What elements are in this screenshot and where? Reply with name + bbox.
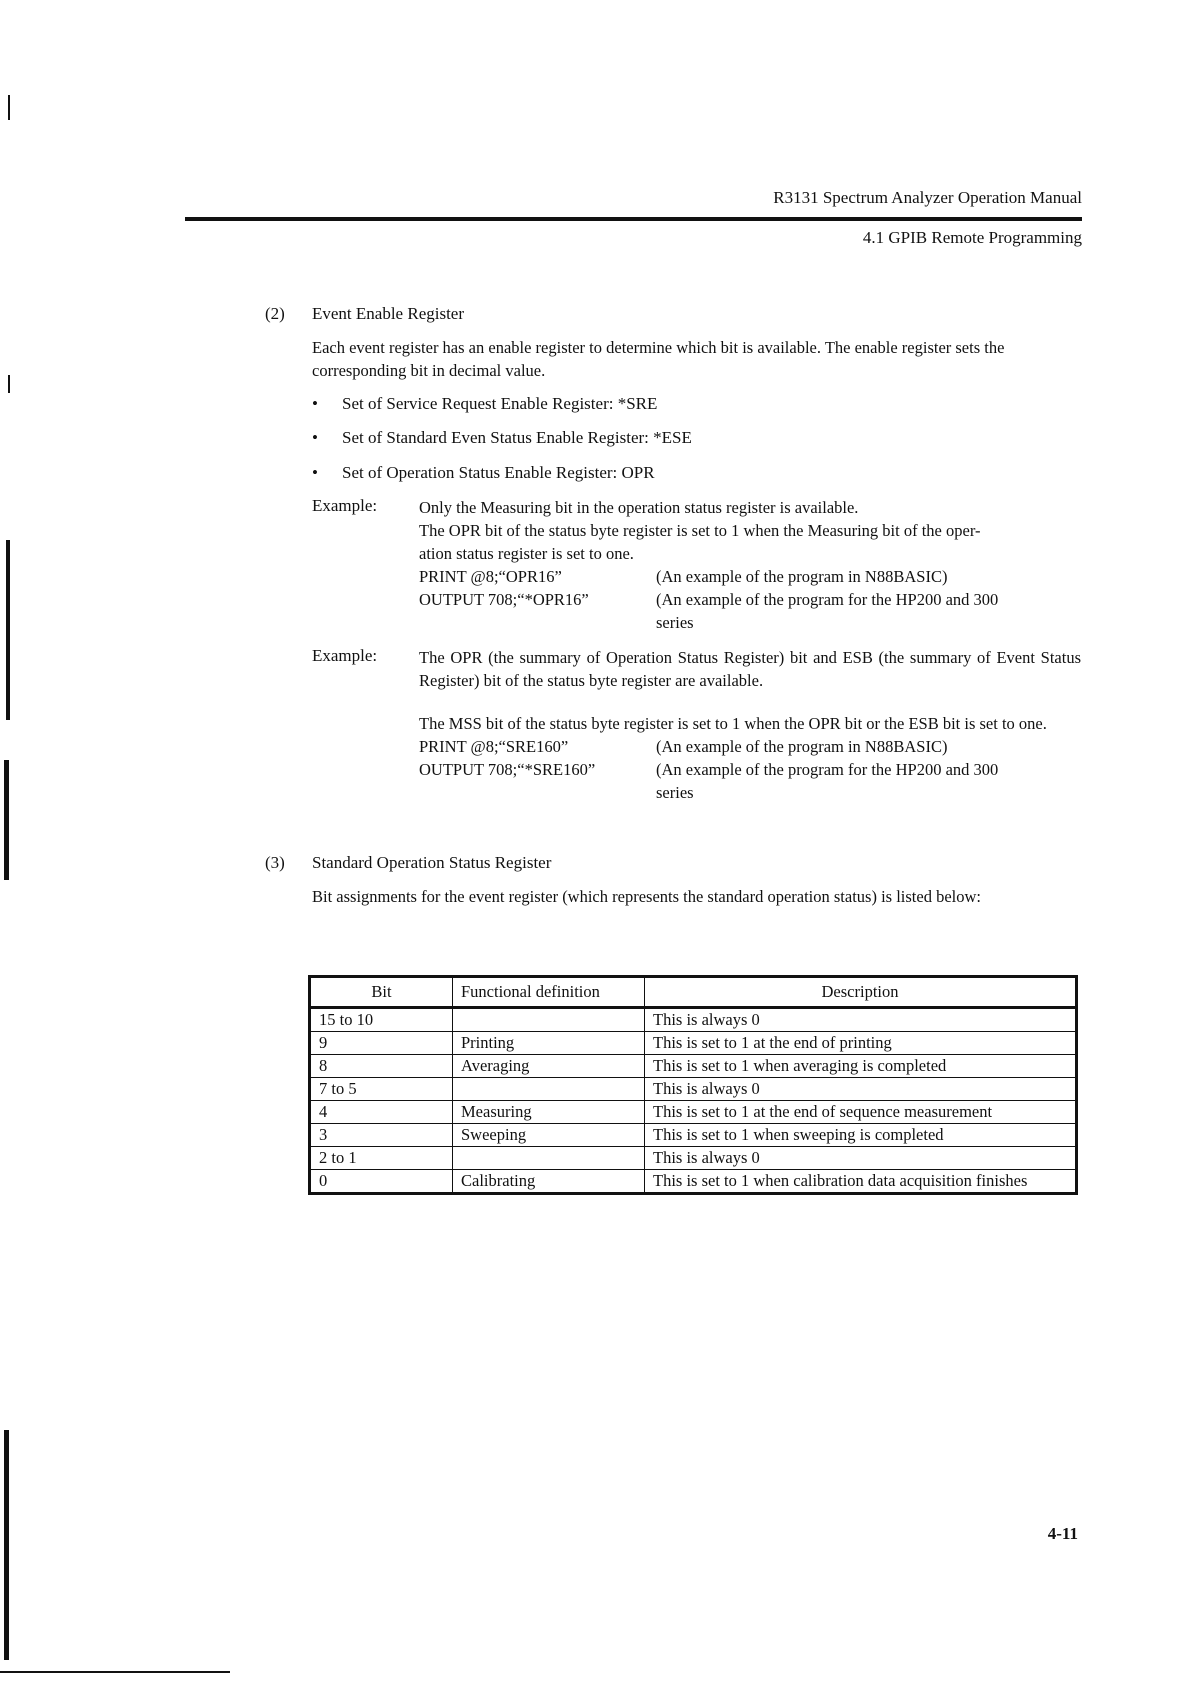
scan-artifact — [4, 760, 9, 880]
description-cell: This is set to 1 at the end of printing — [645, 1032, 1077, 1055]
bullet-item — [312, 463, 655, 483]
code-command: OUTPUT 708;“*SRE160” — [419, 760, 596, 779]
table-row — [310, 1078, 1077, 1101]
description-cell: This is set to 1 when averaging is completed — [645, 1055, 1077, 1078]
function-cell — [453, 1078, 645, 1101]
table-row — [310, 1124, 1077, 1147]
code-note: (An example of the program for the HP200 and 300 series — [656, 760, 999, 802]
scan-artifact — [0, 1671, 230, 1673]
code-note: (An example of the program for the HP200 and 300 series — [656, 590, 999, 632]
description-cell: This is set to 1 at the end of sequence measurement — [645, 1101, 1077, 1124]
page-number: 4-11 — [1047, 1524, 1078, 1543]
code-command: PRINT @8;“SRE160” — [419, 737, 569, 756]
description-cell: This is always 0 — [645, 1147, 1077, 1170]
code-example-row — [419, 758, 1081, 804]
function-cell: Averaging — [453, 1055, 645, 1078]
function-cell — [453, 1147, 645, 1170]
code-command: OUTPUT 708;“*OPR16” — [419, 590, 589, 609]
bit-cell: 15 to 10 — [310, 1008, 453, 1032]
description-cell: This is set to 1 when sweeping is completed — [645, 1124, 1077, 1147]
scan-artifact — [8, 95, 10, 120]
function-cell — [453, 1008, 645, 1032]
scan-artifact — [8, 375, 10, 393]
table-header: Description — [645, 977, 1077, 1008]
bullet-text: Set of Service Request Enable Register: *SRE — [342, 394, 658, 413]
example-1-line: Only the Measuring bit in the operation status register is available. — [419, 498, 859, 517]
table-row — [310, 1101, 1077, 1124]
code-example-row — [419, 588, 1081, 634]
bullet-glyph: • — [312, 428, 318, 447]
bullet-text: Set of Standard Even Status Enable Register: *ESE — [342, 428, 692, 447]
function-cell: Calibrating — [453, 1170, 645, 1194]
section-3-title: Standard Operation Status Register — [312, 853, 552, 872]
bit-cell: 4 — [310, 1101, 453, 1124]
bit-cell: 0 — [310, 1170, 453, 1194]
function-cell: Printing — [453, 1032, 645, 1055]
code-note: (An example of the program in N88BASIC) — [656, 737, 948, 756]
bit-cell: 8 — [310, 1055, 453, 1078]
example-2-paragraph: The MSS bit of the status byte register is set to 1 when the OPR bit or the ESB bit is set to one. — [419, 714, 1047, 733]
example-1-label: Example: — [312, 496, 378, 515]
bit-assignment-table — [308, 975, 1078, 1195]
bullet-glyph: • — [312, 463, 318, 482]
code-example-row — [419, 565, 1081, 588]
table-row — [310, 1147, 1077, 1170]
section-2-title: Event Enable Register — [312, 304, 465, 323]
bit-cell: 2 to 1 — [310, 1147, 453, 1170]
table-row — [310, 1170, 1077, 1194]
example-2-paragraph: The OPR (the summary of Operation Status Register) bit and ESB (the summary of Event Status Register) bit of the status byte register are available. — [419, 648, 1081, 690]
bit-cell: 9 — [310, 1032, 453, 1055]
table-row — [310, 1055, 1077, 1078]
description-cell: This is always 0 — [645, 1008, 1077, 1032]
description-cell: This is set to 1 when calibration data acquisition finishes — [645, 1170, 1077, 1194]
manual-title: R3131 Spectrum Analyzer Operation Manual — [773, 188, 1082, 207]
bullet-item — [312, 428, 692, 448]
section-3-intro: Bit assignments for the event register (which represents the standard operation status) is listed below: — [312, 887, 981, 906]
section-2-number: (2) — [265, 304, 285, 323]
table-row — [310, 1032, 1077, 1055]
description-cell: This is always 0 — [645, 1078, 1077, 1101]
function-cell: Sweeping — [453, 1124, 645, 1147]
table-header-row — [310, 977, 1077, 1008]
code-command: PRINT @8;“OPR16” — [419, 567, 562, 586]
example-2-label: Example: — [312, 646, 378, 665]
section-2-intro: Each event register has an enable register to determine which bit is available. The enable register sets the corresponding bit in decimal value. — [312, 338, 1005, 380]
scan-artifact — [4, 1430, 9, 1660]
code-note: (An example of the program in N88BASIC) — [656, 567, 948, 586]
bullet-glyph: • — [312, 394, 318, 413]
example-2-body — [419, 646, 1081, 804]
code-example-row — [419, 735, 1081, 758]
function-cell: Measuring — [453, 1101, 645, 1124]
example-1-line: ation status register is set to one. — [419, 544, 634, 563]
table-header: Bit — [310, 977, 453, 1008]
table-header: Functional definition — [453, 977, 645, 1008]
table-row — [310, 1008, 1077, 1032]
bit-cell: 7 to 5 — [310, 1078, 453, 1101]
section-3-number: (3) — [265, 853, 285, 872]
header-rule — [185, 217, 1082, 221]
example-1-body — [419, 496, 1081, 634]
bullet-text: Set of Operation Status Enable Register: OPR — [342, 463, 655, 482]
bit-cell: 3 — [310, 1124, 453, 1147]
bullet-item — [312, 394, 657, 414]
example-1-line: The OPR bit of the status byte register is set to 1 when the Measuring bit of the oper- — [419, 521, 981, 540]
scan-artifact — [6, 540, 10, 720]
section-heading: 4.1 GPIB Remote Programming — [862, 228, 1082, 247]
